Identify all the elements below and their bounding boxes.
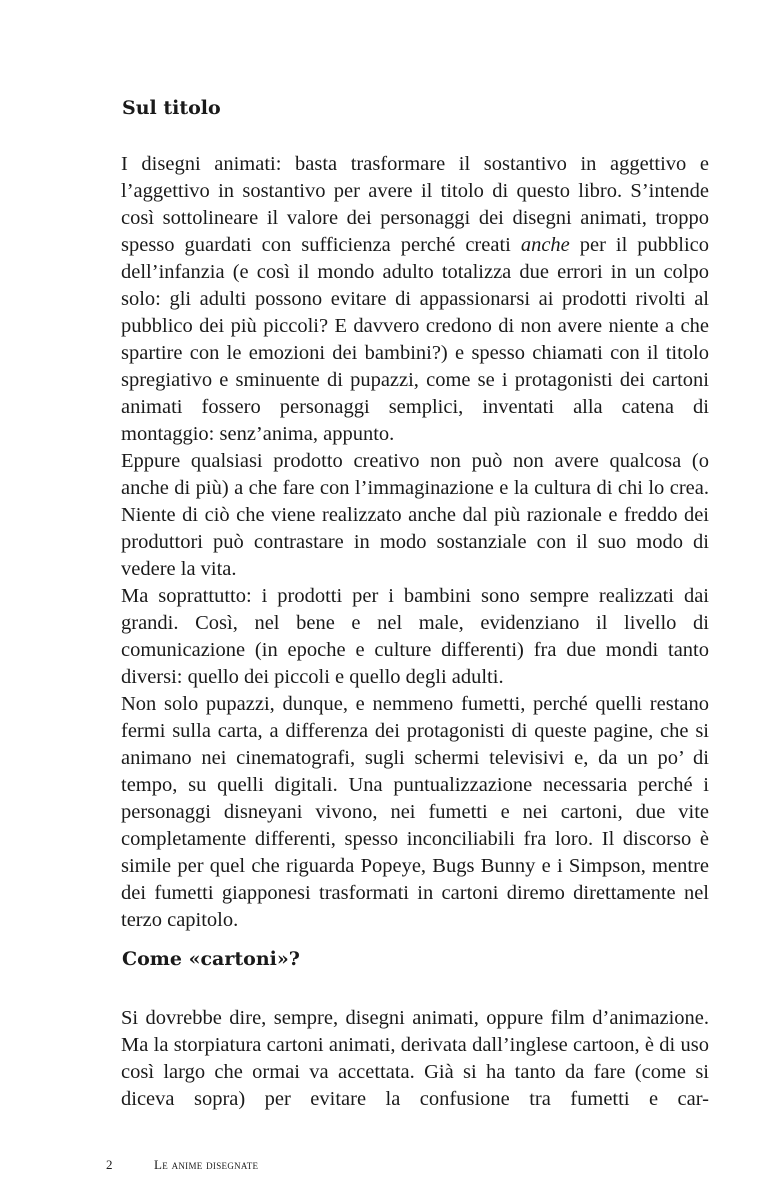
page-footer [106, 1157, 258, 1173]
paragraph-1-part-b: per il pubblico dell’infanzia (e così il mondo adulto totalizza due errori in un colpo solo: gli adulti possono evitare di appassionarsi ai prodotti rivolti al pubblico dei più piccoli? E davvero credono di non avere niente a che spartire con le emozioni dei bambini?) e spesso chiamati con il titolo spregiativo e sminuente di pupazzi, come se i protagonisti dei cartoni animati fossero personaggi semplici, inventati alla catena di montaggio: senz’anima, appunto. [121, 234, 710, 445]
section-body-sul-titolo [121, 151, 709, 934]
paragraph-1-part-a: I disegni animati: basta trasformare il sostantivo in aggettivo e l’aggettivo in sostantivo per avere il titolo di questo libro. S’intende così sottolineare il valore dei personaggi dei disegni animati, troppo spesso guardati con sufficienza perché creati [121, 153, 709, 256]
running-head: Le anime disegnate [154, 1157, 259, 1172]
paragraph-3: Ma soprattutto: i prodotti per i bambini sono sempre realizzati dai grandi. Così, nel bene e nel male, evidenziano il livello di comunicazione (in epoche e culture differenti) fra due mondi tanto diversi: quello dei piccoli e quello degli adulti. [121, 585, 709, 688]
section-heading-sul-titolo: Sul titolo [122, 97, 221, 119]
paragraph-2: Eppure qualsiasi prodotto creativo non può non avere qualcosa (o anche di più) a che fare con l’immaginazione e la cultura di chi lo crea. Niente di ciò che viene realizzato anche dal più razionale e freddo dei produttori può contrastare in modo sostanziale con il suo modo di vedere la vita. [121, 450, 709, 580]
paragraph-1 [121, 151, 709, 448]
section-heading-come-cartoni: Come «cartoni»? [122, 948, 300, 970]
paragraph-5: Si dovrebbe dire, sempre, disegni animati, oppure film d’animazione. Ma la storpiatura cartoni animati, derivata dall’inglese cartoon, è di uso così largo che ormai va accettata. Già si ha tanto da fare (come si diceva sopra) per evitare la confusione tra fumetti e car- [121, 1007, 709, 1110]
paragraph-4: Non solo pupazzi, dunque, e nemmeno fumetti, perché quelli restano fermi sulla carta, a differenza dei protagonisti di queste pagine, che si animano nei cinematografi, sugli schermi televisivi e, da un po’ di tempo, su quelli digitali. Una puntualizzazione necessaria perché i personaggi disneyani vivono, nei fumetti e nei cartoni, due vite completamente differenti, spesso inconciliabili fra loro. Il discorso è simile per quel che riguarda Popeye, Bugs Bunny e i Simpson, mentre dei fumetti giapponesi trasformati in cartoni diremo direttamente nel terzo capitolo. [121, 693, 709, 931]
paragraph-1-emphasis: anche [520, 234, 570, 256]
section-body-come-cartoni [121, 1005, 709, 1113]
page-number: 2 [106, 1157, 113, 1172]
